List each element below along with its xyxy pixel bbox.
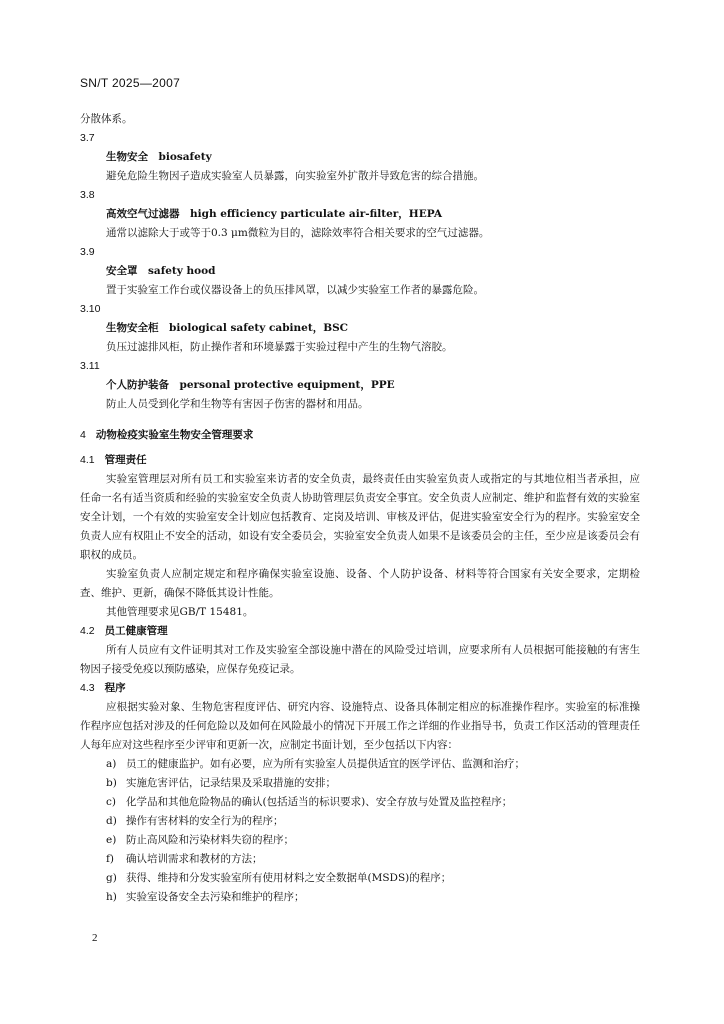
term-number: 3.10: [80, 303, 101, 315]
list-text: 实施危害评估，记录结果及采取措施的安排；: [126, 777, 336, 789]
list-label: g): [106, 872, 117, 884]
paragraph: 应根据实验对象、生物危害程度评估、研究内容、设施特点、设备具体制定相应的标准操作程序。实验室的标准操作程序应包括对涉及的任何危险以及如何在风险最小的情况下开展工作之详细的作业指导书，负责工作区活动的管理责任人每年应对这些程序至少评审和更新一次，应制定书面计划，至少包括以下内容：: [80, 701, 640, 751]
list-item: [80, 774, 640, 793]
subsection-title: 程序: [104, 682, 126, 694]
list-text: 员工的健康监护。如有必要，应为所有实验室人员提供适宜的医学评估、监测和治疗；: [126, 758, 525, 770]
list-text: 实验室设备安全去污染和维护的程序；: [126, 891, 305, 903]
continued-text: 分散体系。: [80, 113, 133, 125]
term-definition: 置于实验室工作台或仪器设备上的负压排风罩，以减少实验室工作者的暴露危险。: [106, 284, 484, 296]
list-label: d): [106, 815, 117, 827]
subsection-number: 4.2: [80, 625, 95, 637]
term-definition: 通常以滤除大于或等于0.3 μm微粒为目的，滤除效率符合相关要求的空气过滤器。: [106, 227, 490, 239]
paragraph: 实验室管理层对所有员工和实验室来访者的安全负责，最终责任由实验室负责人或指定的与其地位相当者承担，应任命一名有适当资质和经验的实验室安全负责人协助管理层负责安全事宜。安全负责人应制定、维护和监督有效的实验室安全计划，一个有效的实验室安全计划应包括教育、定岗及培训、审核及评估，促进实验室安全行为的程序。实验室安全负责人应有权阻止不安全的活动，如设有安全委员会，实验室安全负责人如果不是该委员会的主任，至少应是该委员会有职权的成员。: [80, 473, 640, 561]
term-title: 生物安全柜 biological safety cabinet，BSC: [106, 322, 349, 334]
paragraph: 其他管理要求见GB/T 15481。: [106, 606, 254, 618]
subsection-number: 4.3: [80, 682, 95, 694]
document-body: [80, 110, 640, 907]
subsection-heading: [80, 679, 640, 698]
list-item: [80, 793, 640, 812]
term-definition: 负压过滤排风柜，防止操作者和环境暴露于实验过程中产生的生物气溶胶。: [106, 341, 453, 353]
term-number: 3.9: [80, 246, 95, 258]
list-label: h): [106, 891, 117, 903]
term-number: 3.7: [80, 132, 95, 144]
list-item: [80, 850, 640, 869]
list-text: 获得、维持和分发实验室所有使用材料之安全数据单(MSDS)的程序；: [126, 872, 452, 884]
list-item: [80, 869, 640, 888]
term-title: 高效空气过滤器 high efficiency particulate air-filter，HEPA: [106, 208, 442, 220]
section-title: 动物检疫实验室生物安全管理要求: [95, 429, 254, 441]
list-label: f): [106, 853, 114, 865]
list-item: [80, 755, 640, 774]
term-title: 安全罩 safety hood: [106, 265, 216, 277]
paragraph: 所有人员应有文件证明其对工作及实验室全部设施中潜在的风险受过培训，应要求所有人员根据可能接触的有害生物因子接受免疫以预防感染，应保存免疫记录。: [80, 644, 640, 675]
subsection-title: 管理责任: [104, 454, 147, 466]
subsection-heading: [80, 622, 640, 641]
term-definition: 防止人员受到化学和生物等有害因子伤害的器材和用品。: [106, 398, 369, 410]
standard-number: SN/T 2025—2007: [80, 76, 181, 90]
page-number: 2: [92, 932, 98, 944]
term-definition: 避免危险生物因子造成实验室人员暴露，向实验室外扩散并导致危害的综合措施。: [106, 170, 484, 182]
list-label: b): [106, 777, 117, 789]
term-title: 个人防护装备 personal protective equipment，PPE: [106, 379, 395, 391]
list-item: [80, 831, 640, 850]
term-number: 3.11: [80, 360, 100, 372]
list-label: e): [106, 834, 117, 846]
term-number: 3.8: [80, 189, 95, 201]
list-text: 操作有害材料的安全行为的程序；: [126, 815, 284, 827]
term-title: 生物安全 biosafety: [106, 151, 212, 163]
section-number: 4: [80, 429, 86, 441]
list-label: c): [106, 796, 116, 808]
list-item: [80, 888, 640, 907]
list-text: 确认培训需求和教材的方法；: [126, 853, 263, 865]
subsection-number: 4.1: [80, 454, 95, 466]
section-heading: [80, 426, 640, 445]
subsection-heading: [80, 451, 640, 470]
list-item: [80, 812, 640, 831]
list-label: a): [106, 758, 117, 770]
list-text: 防止高风险和污染材料失窃的程序；: [126, 834, 294, 846]
subsection-title: 员工健康管理: [104, 625, 168, 637]
paragraph: 实验室负责人应制定规定和程序确保实验室设施、设备、个人防护设备、材料等符合国家有关安全要求，定期检查、维护、更新，确保不降低其设计性能。: [80, 568, 640, 599]
list-text: 化学品和其他危险物品的确认(包括适当的标识要求)、安全存放与处置及监控程序；: [126, 796, 513, 808]
